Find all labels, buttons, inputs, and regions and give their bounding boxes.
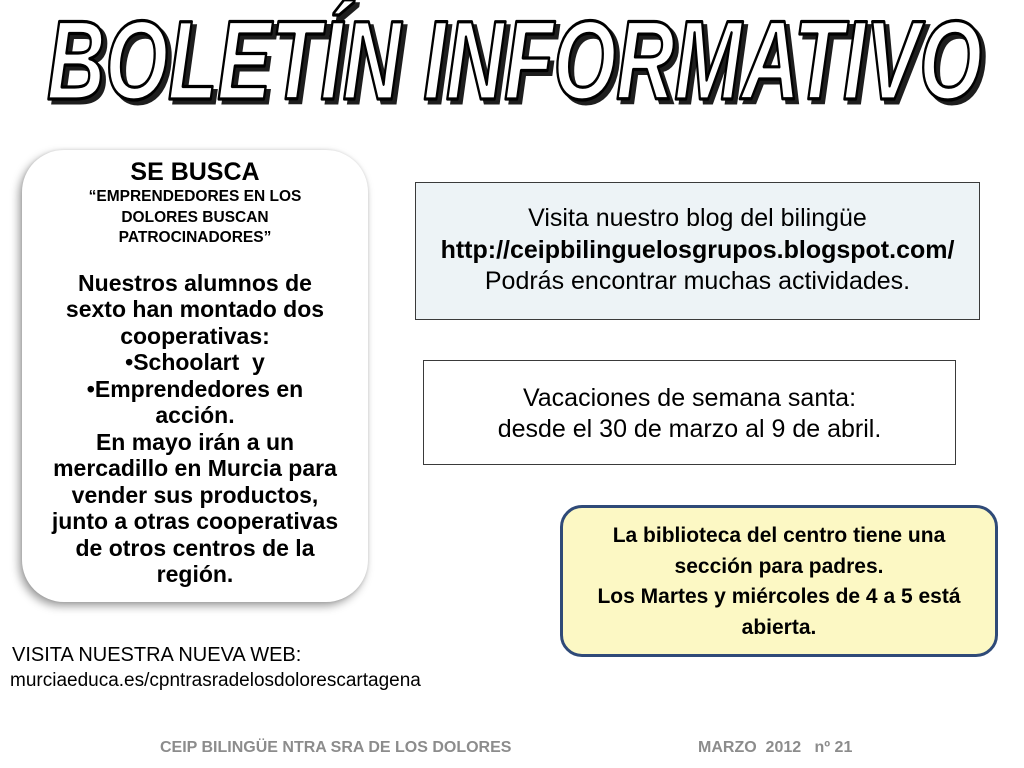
blog-intro: Visita nuestro blog del bilingüe (528, 204, 867, 232)
title-banner (0, 0, 1024, 112)
wanted-body-line: acción. (155, 402, 235, 428)
page-title: BOLETÍN INFORMATIVO (47, 0, 982, 112)
holiday-title: Vacaciones de semana santa: (522, 384, 857, 412)
wanted-notice-box (22, 150, 368, 602)
library-notice-box (560, 505, 998, 657)
wanted-bullet-item: •Emprendedores en (86, 375, 304, 402)
web-url: murciaeduca.es/cpntrasradelosdolorescartagena (10, 670, 421, 691)
library-line: abierta. (741, 616, 817, 640)
wanted-body-line: región. (156, 561, 234, 587)
wanted-body-line: cooperativas: (120, 322, 270, 349)
holiday-dates: desde el 30 de marzo al 9 de abril. (497, 415, 882, 443)
wanted-subheading-line: PATROCINADORES” (118, 229, 272, 246)
wanted-body-line: vender sus productos, (71, 481, 319, 508)
wanted-body-line: sexto han montado dos (65, 296, 325, 322)
footer-school-name: CEIP BILINGÜE NTRA SRA DE LOS DOLORES (160, 739, 512, 756)
wanted-subheading (22, 187, 368, 249)
wanted-body-line: de otros centros de la (75, 534, 315, 561)
wanted-body-line: mercadillo en Murcia para (53, 455, 337, 481)
wanted-body (22, 270, 368, 588)
library-line: La biblioteca del centro tiene una (612, 524, 946, 547)
wanted-heading: SE BUSCA (130, 158, 260, 186)
wanted-subheading-line: “EMPRENDEDORES EN LOS (88, 188, 302, 205)
footer-issue-date: MARZO 2012 nº 21 (698, 739, 853, 756)
title-shadow: BOLETÍN INFORMATIVO (51, 2, 986, 112)
blog-notice-box (415, 182, 980, 320)
holiday-notice-box (423, 360, 956, 465)
wanted-subheading-line: DOLORES BUSCAN (121, 208, 269, 226)
title-graphic (0, 0, 1024, 112)
blog-outro: Podrás encontrar muchas actividades. (484, 267, 911, 295)
blog-url: http://ceipbilinguelosgrupos.blogspot.com/ (440, 235, 955, 264)
web-label: VISITA NUESTRA NUEVA WEB: (12, 644, 302, 666)
library-line: sección para padres. (674, 554, 884, 578)
wanted-body-line: Nuestros alumnos de (78, 269, 312, 296)
wanted-body-line: junto a otras cooperativas (51, 508, 339, 534)
library-line: Los Martes y miércoles de 4 a 5 está (597, 585, 961, 609)
wanted-body-line: En mayo irán a un (95, 428, 295, 455)
wanted-bullet-item: •Schoolart y (125, 349, 265, 375)
